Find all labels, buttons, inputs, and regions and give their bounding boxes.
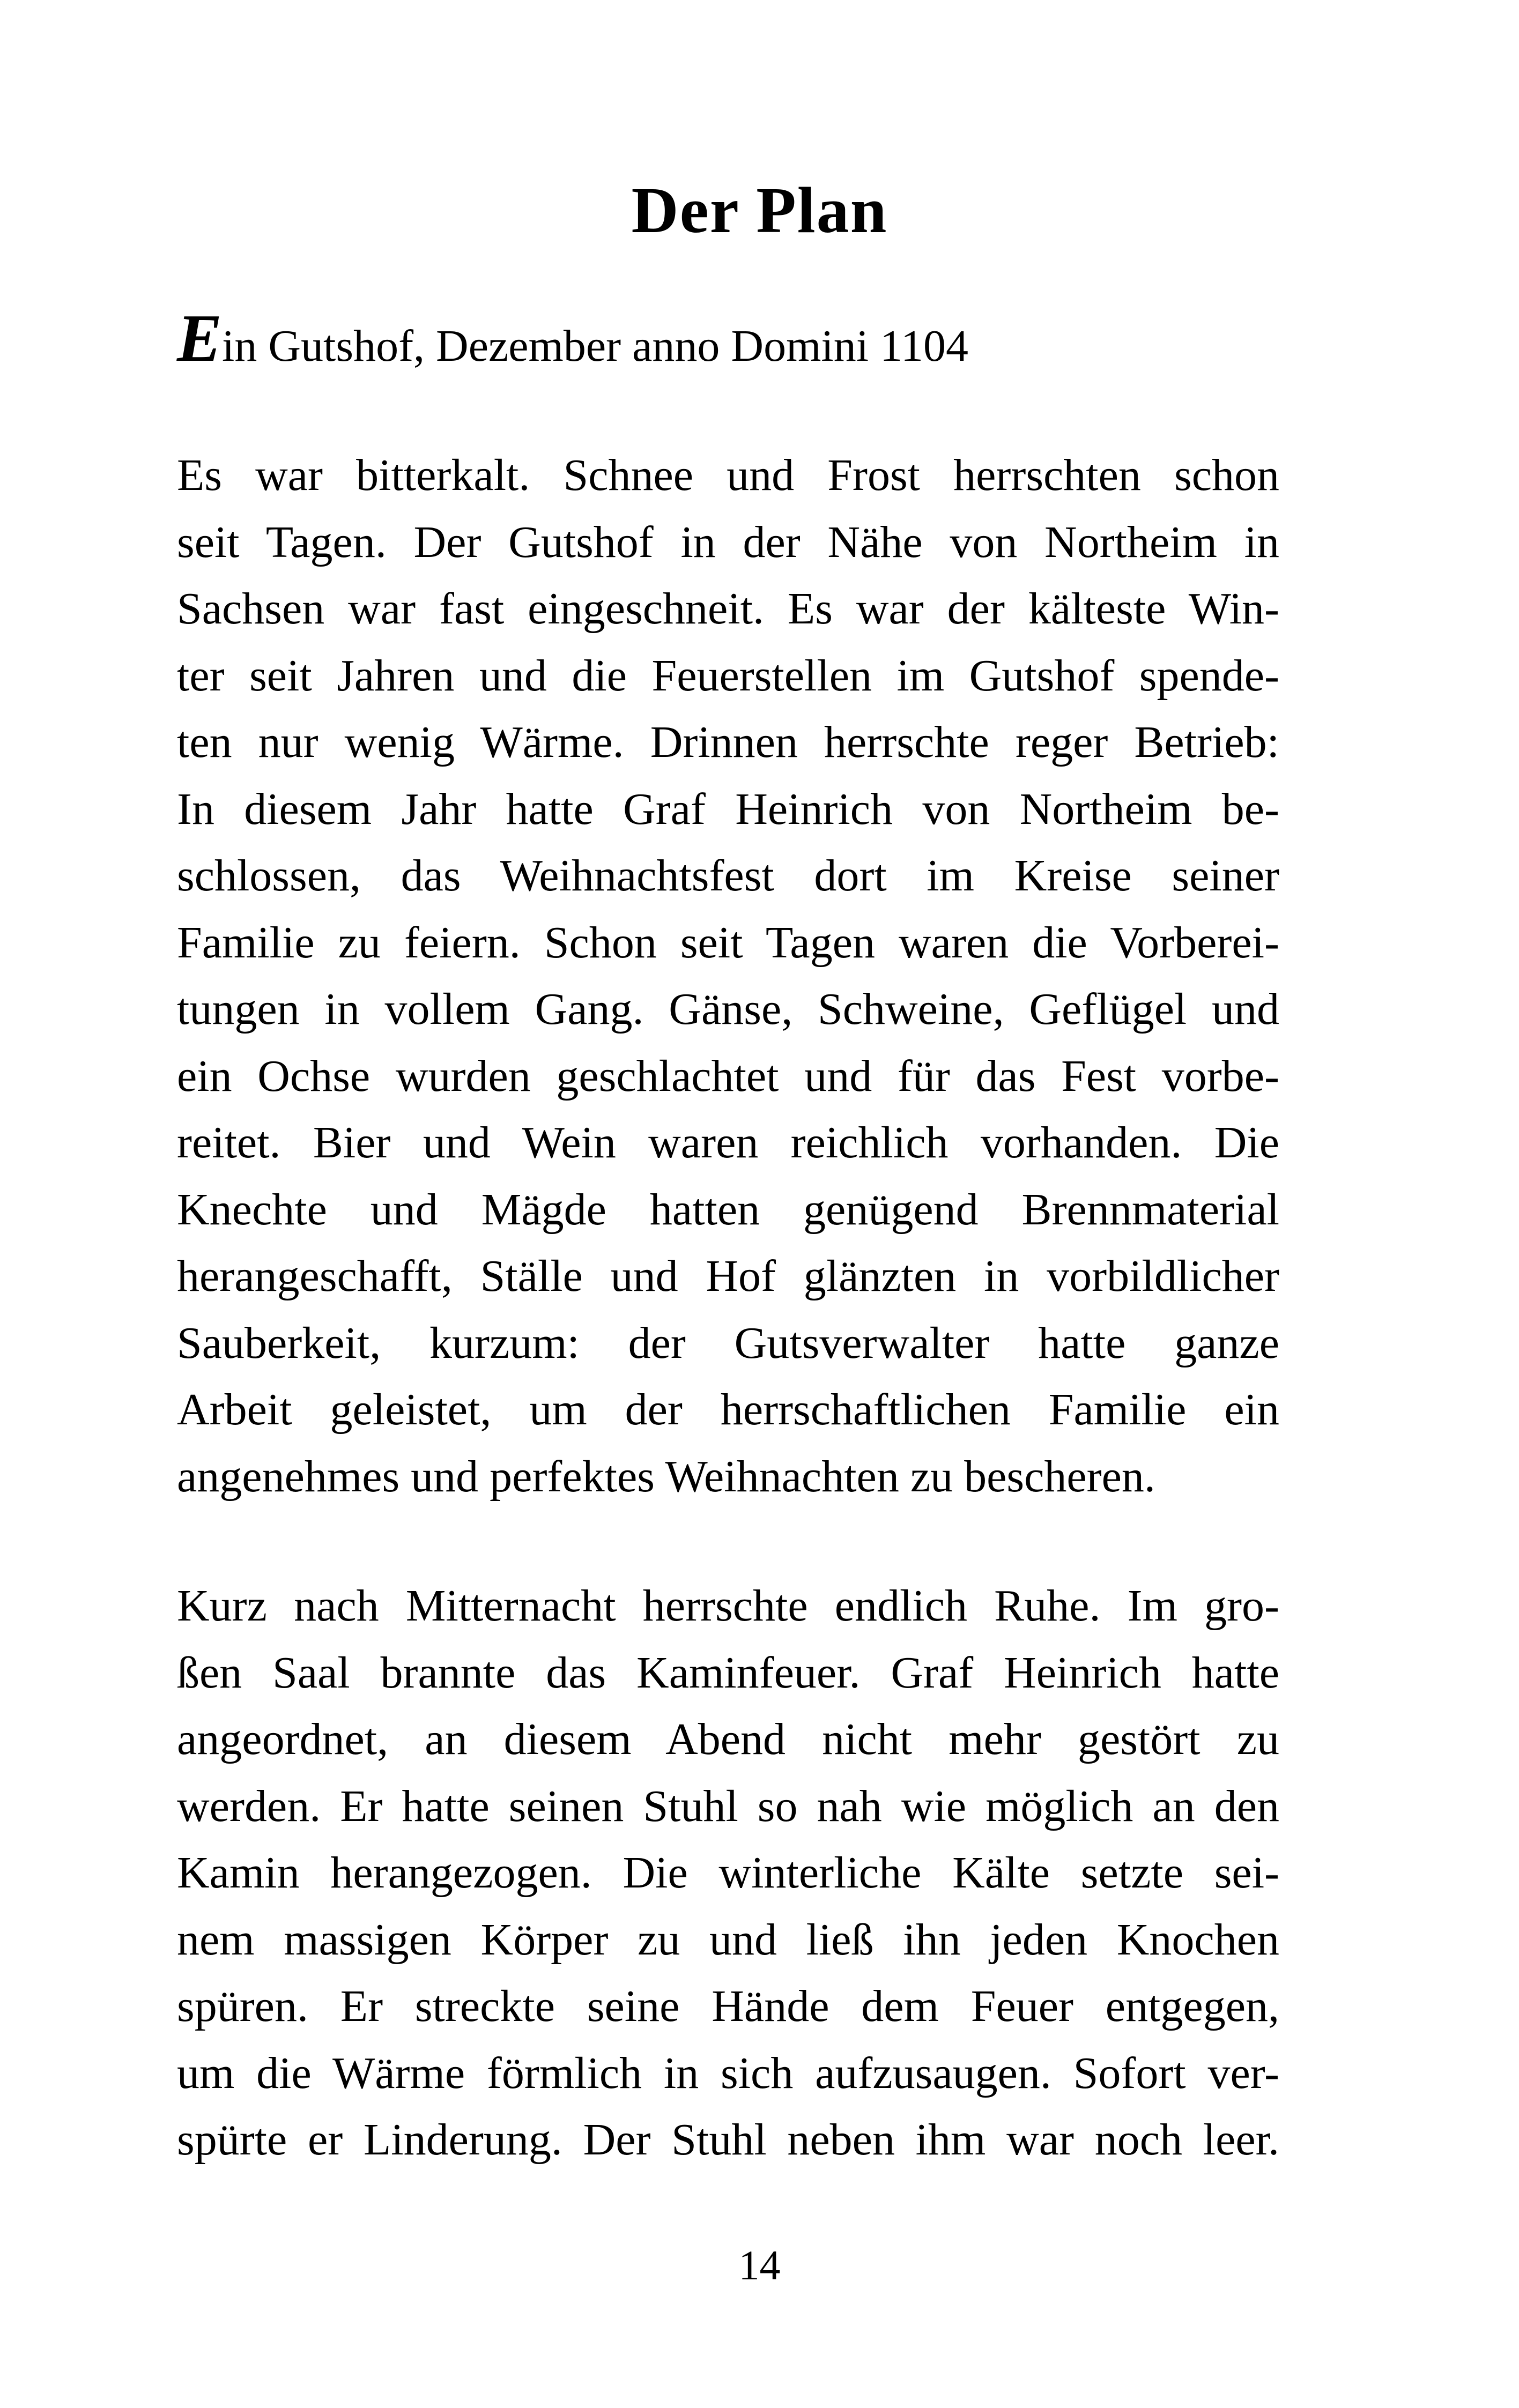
text-line: Es war bitterkalt. Schnee und Frost herrschten schon [177, 450, 1279, 500]
text-line: um die Wärme förmlich in sich aufzusaugen. Sofort ver- [177, 2048, 1279, 2098]
dateline-text: in Gutshof, Dezember anno Domini 1104 [222, 321, 968, 371]
text-line: Kamin herangezogen. Die winterliche Kälte setzte sei- [177, 1848, 1279, 1898]
text-line: spürte er Linderung. Der Stuhl neben ihm war noch leer. [177, 2115, 1279, 2165]
text-line: Knechte und Mägde hatten genügend Brennmaterial [177, 1184, 1279, 1235]
text-line: Familie zu feiern. Schon seit Tagen waren die Vorberei- [177, 917, 1279, 968]
text-line: seit Tagen. Der Gutshof in der Nähe von Northeim in [177, 517, 1279, 567]
text-line: werden. Er hatte seinen Stuhl so nah wie möglich an den [177, 1781, 1279, 1831]
drop-cap-initial: E [177, 301, 223, 376]
text-line: ter seit Jahren und die Feuerstellen im Gutshof spende- [177, 650, 1279, 701]
text-line: In diesem Jahr hatte Graf Heinrich von Northeim be- [177, 784, 1279, 834]
text-line: ten nur wenig Wärme. Drinnen herrschte reger Betrieb: [177, 717, 1279, 767]
page-number: 14 [738, 2242, 781, 2288]
text-line: angenehmes und perfektes Weihnachten zu bescheren. [177, 1451, 1155, 1502]
text-line: nem massigen Körper zu und ließ ihn jeden Knochen [177, 1914, 1279, 1965]
text-line: ein Ochse wurden geschlachtet und für das Fest vorbe- [177, 1051, 1279, 1101]
text-line: tungen in vollem Gang. Gänse, Schweine, Geflügel und [177, 984, 1279, 1034]
dateline [177, 301, 968, 378]
text-line: spüren. Er streckte seine Hände dem Feuer entgegen, [177, 1981, 1279, 2031]
text-line: angeordnet, an diesem Abend nicht mehr gestört zu [177, 1714, 1279, 1764]
text-line: Arbeit geleistet, um der herrschaftlichen Familie ein [177, 1385, 1279, 1435]
chapter-title: Der Plan [631, 174, 888, 247]
text-line: schlossen, das Weihnachtsfest dort im Kreise seiner [177, 851, 1279, 901]
paragraph-2 [177, 1573, 1279, 2174]
text-line: herangeschafft, Ställe und Hof glänzten in vorbildlicher [177, 1251, 1279, 1301]
text-line: Sauberkeit, kurzum: der Gutsverwalter hatte ganze [177, 1318, 1279, 1368]
paragraph-1 [177, 442, 1279, 1510]
text-line: Sachsen war fast eingeschneit. Es war der kälteste Win- [177, 584, 1279, 634]
text-line: reitet. Bier und Wein waren reichlich vorhanden. Die [177, 1118, 1279, 1168]
text-line: ßen Saal brannte das Kaminfeuer. Graf Heinrich hatte [177, 1647, 1279, 1698]
text-line: Kurz nach Mitternacht herrschte endlich Ruhe. Im gro- [177, 1581, 1279, 1631]
